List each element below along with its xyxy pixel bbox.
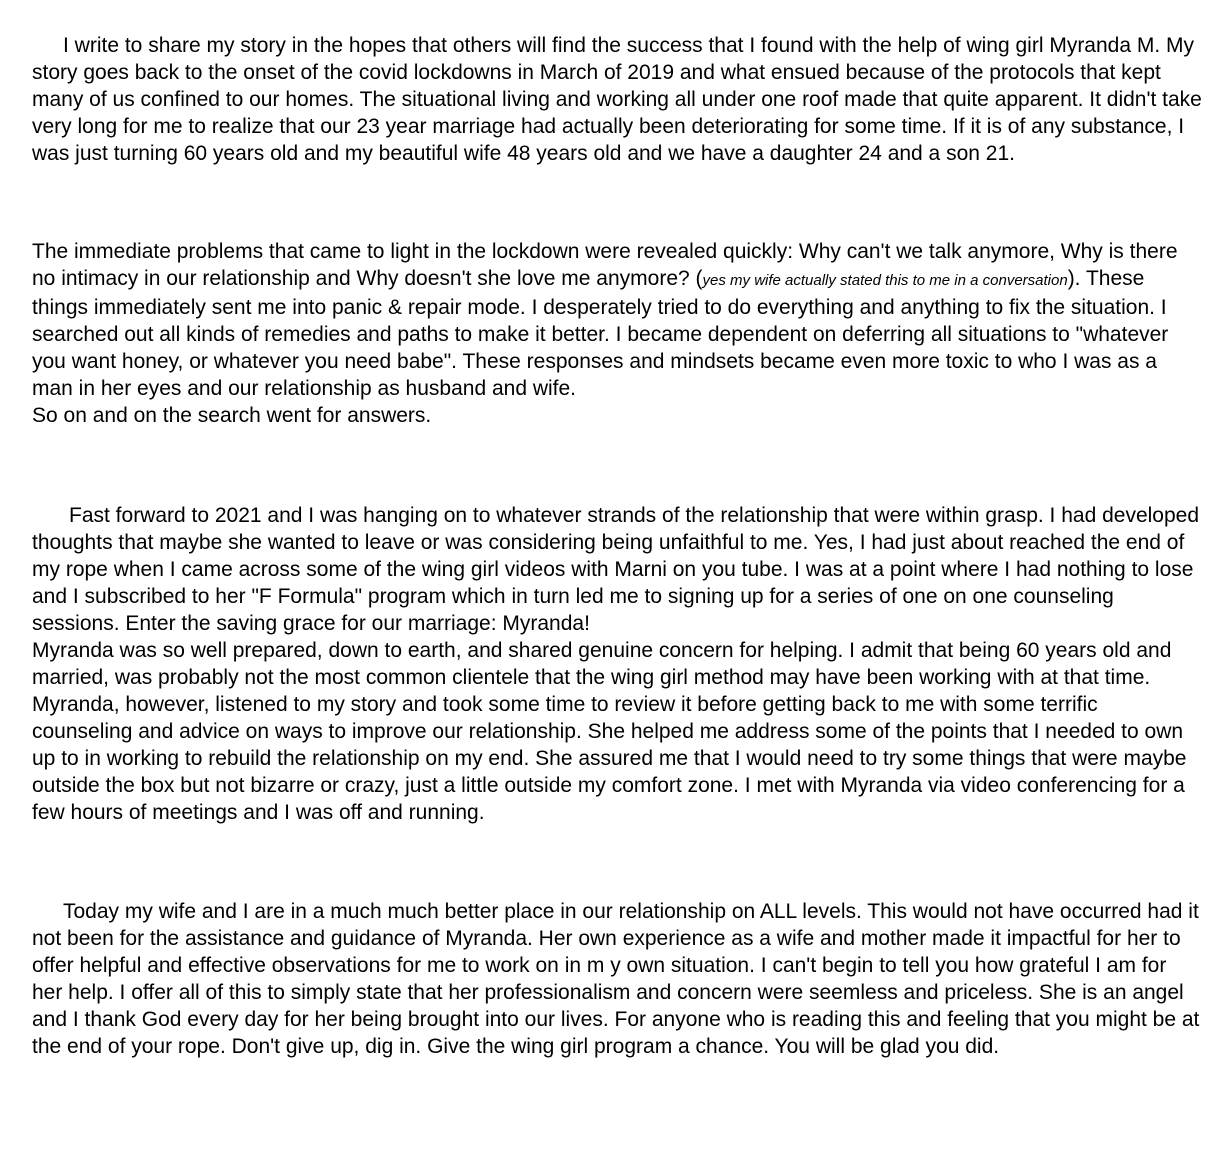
paragraph-spacer: [32, 167, 1202, 238]
aside-note: yes my wife actually stated this to me in a conversation: [702, 272, 1068, 289]
paragraph-problems-text-end: ). These things immediately sent me into panic & repair mode. I desperately tried to do everything and anything to fix the situation. I searched out all kinds of remedies and paths to make it better. I became dependent on deferring all situations to "whatever you want honey, or whatever you need babe". These responses and mindsets became even more toxic to who I was as a man in her eyes and our relationship as husband and wife.: [32, 267, 1169, 400]
paragraph-spacer: [32, 429, 1202, 502]
paragraph-problems-last-line: So on and on the search went for answers.: [32, 404, 432, 427]
paragraph-today-text: Today my wife and I are in a much much better place in our relationship on ALL levels. This would not have occurred had it not been for the assistance and guidance of Myranda. Her own experience as a wife and mother made it impactful for her to offer helpful and effective observations for me to work on in m y own situation. I can't begin to tell you how grateful I am for her help. I offer all of this to simply state that her professionalism and concern were seemless and priceless. She is an angel and I thank God every day for her being brought into our lives. For anyone who is reading this and feeling that you might be at the end of your rope. Don't give up, dig in. Give the wing girl program a chance. You will be glad you did.: [32, 900, 1200, 1058]
paragraph-intro: [32, 32, 1202, 167]
paragraph-today: [32, 898, 1202, 1060]
paragraph-problems: [32, 238, 1202, 429]
testimonial-document: [32, 32, 1202, 1060]
paragraph-fast-forward-text: Fast forward to 2021 and I was hanging on to whatever strands of the relationship that were within grasp. I had developed thoughts that maybe she wanted to leave or was considering being unfaithful to me. Yes, I had just about reached the end of my rope when I came across some of the wing girl videos with Marni on you tube. I was at a point where I had nothing to lose and I subscribed to her "F Formula" program which in turn led me to signing up for a series of one on one counseling sessions. Enter the saving grace for our marriage: Myranda!: [32, 504, 1200, 635]
paragraph-fast-forward: [32, 502, 1202, 637]
paragraph-problems-text: The immediate problems that came to light in the lockdown were revealed quickly: Why can't we talk anymore, Why is there no intimacy in our relationship and Why doesn't she love me anymore? (: [32, 240, 1178, 290]
paragraph-myranda: [32, 637, 1202, 826]
paragraph-spacer: [32, 826, 1202, 898]
paragraph-intro-text: I write to share my story in the hopes that others will find the success that I found with the help of wing girl Myranda M. My story goes back to the onset of the covid lockdowns in March of 2019 and what ensued because of the protocols that kept many of us confined to our homes. The situational living and working all under one roof made that quite apparent. It didn't take very long for me to realize that our 23 year marriage had actually been deteriorating for some time. If it is of any substance, I was just turning 60 years old and my beautiful wife 48 years old and we have a daughter 24 and a son 21.: [32, 34, 1202, 165]
paragraph-myranda-text: Myranda was so well prepared, down to earth, and shared genuine concern for helping. I admit that being 60 years old and married, was probably not the most common clientele that the wing girl method may have been working with at that time. Myranda, however, listened to my story and took some time to review it before getting back to me with some terrific counseling and advice on ways to improve our relationship. She helped me address some of the points that I needed to own up to in working to rebuild the relationship on my end. She assured me that I would need to try some things that were maybe outside the box but not bizarre or crazy, just a little outside my comfort zone. I met with Myranda via video conferencing for a few hours of meetings and I was off and running.: [32, 639, 1187, 824]
